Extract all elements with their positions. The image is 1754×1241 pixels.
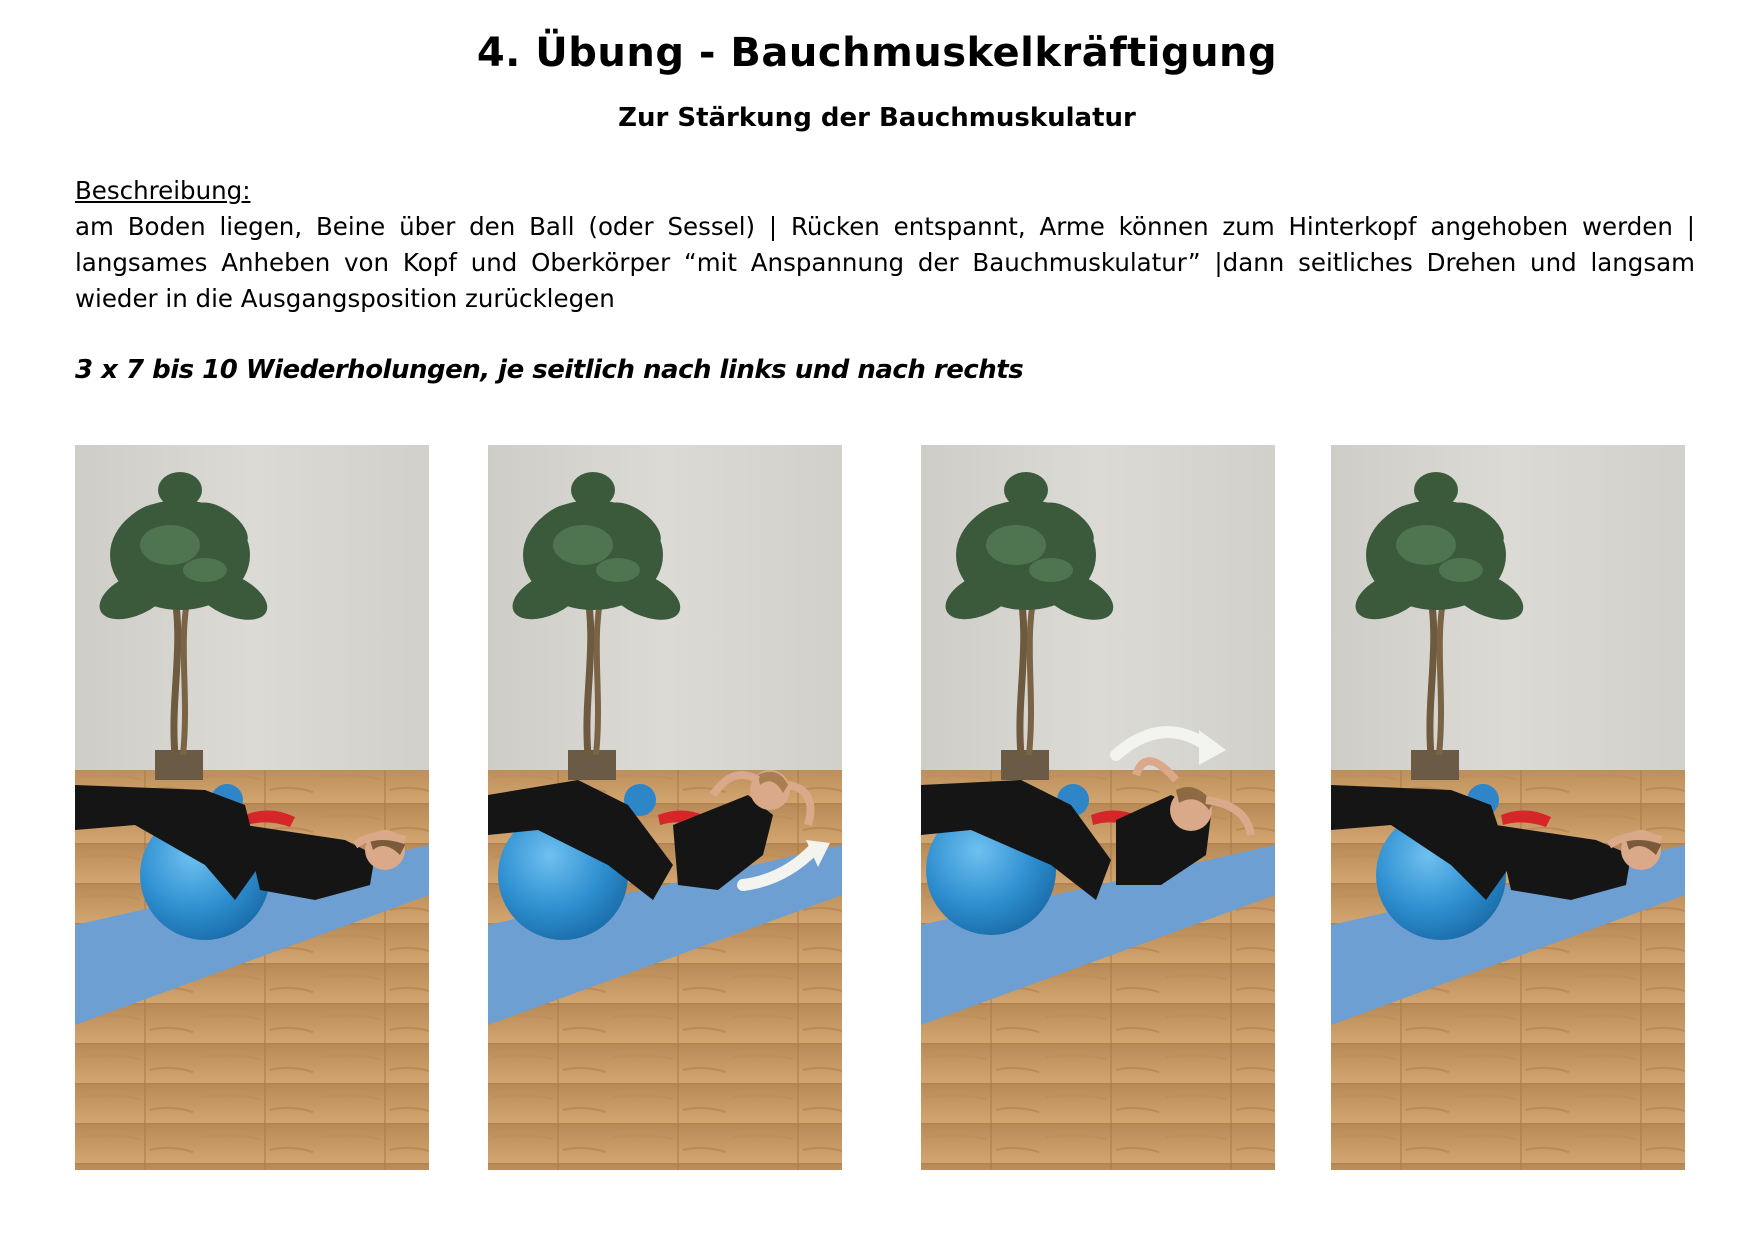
page-title: 4. Übung - Bauchmuskelkräftigung <box>476 30 1278 76</box>
page-subtitle: Zur Stärkung der Bauchmuskulatur <box>618 103 1136 133</box>
exercise-photo-3 <box>921 445 1275 1170</box>
description-text: am Boden liegen, Beine über den Ball (oder Sessel) | Rücken entspannt, Arme können zum Hinterkopf angehoben werden | langsames Anheben von Kopf und Oberkörper “mit Anspannung der Bauchmuskulatur” |dann seitliches Drehen und langsam wieder in die Ausgangsposition zurücklegen <box>75 212 1695 313</box>
exercise-photo-4 <box>1331 445 1685 1170</box>
exercise-photo-1 <box>75 445 429 1170</box>
exercise-photo-2 <box>488 445 842 1170</box>
description-block <box>75 173 1695 317</box>
description-heading: Beschreibung: <box>75 176 251 205</box>
repetitions-note: 3 x 7 bis 10 Wiederholungen, je seitlich nach links und nach rechts <box>75 355 1024 385</box>
